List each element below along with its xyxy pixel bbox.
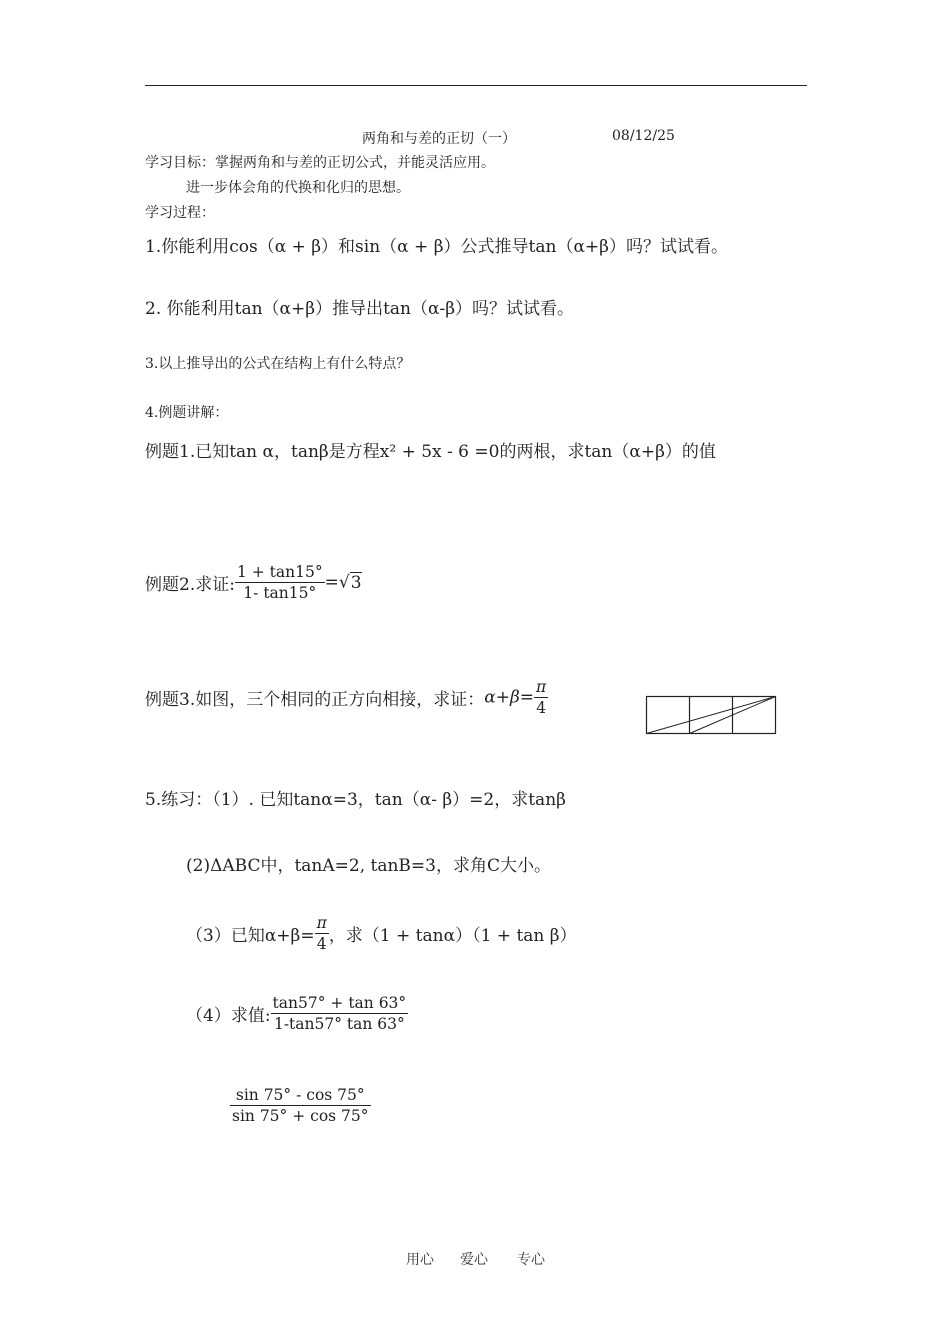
practice-3-fraction [315,914,329,953]
example-3-label: 例题3.如图，三个相同的正方向相接，求证： [145,690,485,710]
practice-4 [186,994,408,1033]
page-date: 08/12/25 [612,128,675,144]
footer-item-1: 用心 [406,1252,434,1268]
example-1: 例题1.已知tan α，tanβ是方程x² + 5x - 6 =0的两根，求tan（α+β）的值 [145,442,716,462]
practice-3 [186,914,577,953]
example-2-radicand: 3 [350,572,362,593]
footer-item-3: 专心 [517,1252,545,1268]
example-3 [145,678,548,717]
practice-4-fraction [271,994,409,1033]
practice-3-label: （3）已知α+β= [186,926,315,946]
example-3-denominator: 4 [536,699,547,717]
question-1: 1.你能利用cos（α + β）和sin（α + β）公式推导tan（α+β）吗？试试看。 [145,237,728,257]
practice-4-label: （4）求值: [186,1006,271,1026]
process-heading: 学习过程： [145,205,215,221]
example-2-denominator: 1- tan15° [243,584,317,602]
practice-5-fraction [230,1086,371,1125]
practice-5-numerator: sin 75° - cos 75° [230,1086,371,1106]
example-3-fraction [534,678,548,717]
practice-4-numerator: tan57° + tan 63° [272,994,407,1012]
goals-line-1: 学习目标：掌握两角和与差的正切公式，并能灵活应用。 [145,155,495,171]
example-2-numerator: 1 + tan15° [236,563,323,581]
figure-diagonal-alpha [647,697,776,734]
goals-line-2: 进一步体会角的代换和化归的思想。 [186,180,410,196]
practice-2: (2)ΔABC中，tanA=2, tanB=3，求角C大小。 [186,856,551,876]
practice-5 [230,1086,371,1125]
example-2-fraction [235,563,325,602]
three-squares-figure [645,694,779,736]
example-2 [145,563,362,602]
practice-3-denominator: 4 [316,935,327,953]
header-rule [145,85,807,86]
question-4: 4.例题讲解： [145,405,229,421]
practice-1: 5.练习：（1）. 已知tanα=3，tan（α- β）=2，求tanβ [145,790,566,810]
question-2: 2. 你能利用tan（α+β）推导出tan（α-β）吗？试试看。 [145,299,575,319]
example-3-lhs: α+β= [484,687,535,708]
practice-3-numerator: π [316,914,327,932]
sqrt-icon: √ [338,572,350,593]
practice-5-denominator: sin 75° + cos 75° [232,1107,369,1125]
example-3-numerator: π [536,678,547,696]
practice-3-rest: ，求（1 + tanα）（1 + tan β） [328,926,577,946]
page-title: 两角和与差的正切（一） [362,131,516,147]
example-2-label: 例题2.求证: [145,575,235,595]
practice-4-denominator: 1-tan57° tan 63° [273,1015,405,1033]
question-3: 3.以上推导出的公式在结构上有什么特点？ [145,356,411,372]
footer-item-2: 爱心 [460,1252,488,1268]
example-2-equals: = [324,572,339,593]
